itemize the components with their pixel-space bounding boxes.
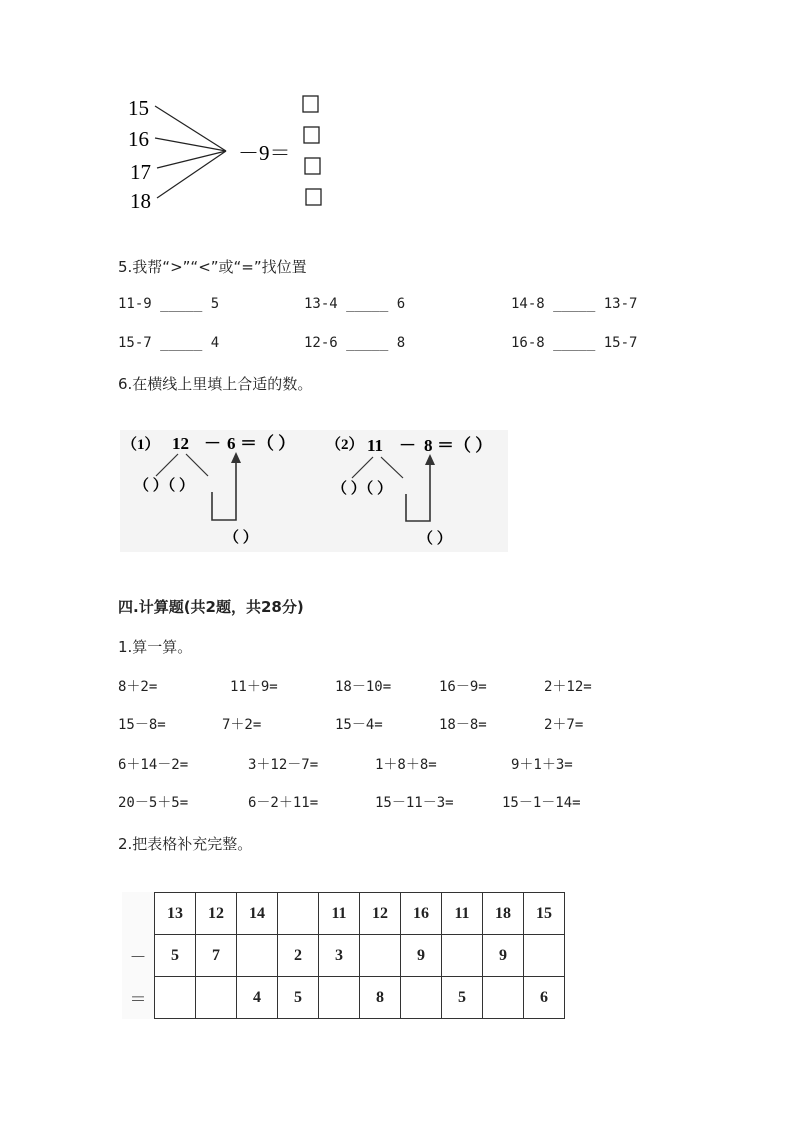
minus-nine-fan-diagram xyxy=(118,88,348,218)
part2-minuend: 11 xyxy=(367,436,384,455)
part2-minus: － xyxy=(399,436,416,455)
table-cell xyxy=(524,935,565,977)
table-cell xyxy=(360,935,401,977)
part2-label: （2） xyxy=(326,437,364,453)
table-cell: 5 xyxy=(155,935,196,977)
table-cell: 11 xyxy=(442,893,483,935)
row-operator: － xyxy=(129,948,147,967)
table-cell: 2 xyxy=(278,935,319,977)
calc-item: 15－11－3= xyxy=(375,795,454,811)
table-row xyxy=(122,893,565,935)
table-cell: 12 xyxy=(196,893,237,935)
calc-item: 18－8= xyxy=(439,717,487,733)
part2-equals: ＝（ ） xyxy=(437,436,493,455)
calc-item: 15－4= xyxy=(335,717,383,733)
part2-subtrahend: 8 xyxy=(424,436,433,455)
table-cell: 14 xyxy=(237,893,278,935)
part2-split-lines xyxy=(352,457,403,478)
calc-item: 16－9= xyxy=(439,679,487,695)
answer-boxes xyxy=(303,96,321,205)
compare-item: 15-7 _____ 4 xyxy=(118,335,220,351)
table-cell: 4 xyxy=(237,977,278,1019)
table-cell: 7 xyxy=(196,935,237,977)
section-4-heading: 四.计算题(共2题，共28分) xyxy=(118,598,304,616)
completion-table xyxy=(122,892,565,1019)
table-cell: 13 xyxy=(155,893,196,935)
table-cell: 11 xyxy=(319,893,360,935)
fan-number: 15 xyxy=(128,96,149,120)
table-cell: 5 xyxy=(442,977,483,1019)
calc-item: 6－2＋11= xyxy=(248,795,319,811)
table-cell xyxy=(278,893,319,935)
calc-item: 8＋2= xyxy=(118,679,158,695)
part2-parts: （ ）（ ） xyxy=(332,481,393,497)
table-cell xyxy=(319,977,360,1019)
calc-item: 6＋14－2= xyxy=(118,757,189,773)
fan-number: 16 xyxy=(128,127,149,151)
calc-item: 20－5＋5= xyxy=(118,795,189,811)
calc-item: 7＋2= xyxy=(222,717,262,733)
compare-item: 14-8 _____ 13-7 xyxy=(511,296,638,312)
table-cell xyxy=(483,977,524,1019)
table-cell: 15 xyxy=(524,893,565,935)
question-6-title: 6.在横线上里填上合适的数。 xyxy=(118,375,313,393)
table-row xyxy=(122,935,565,977)
calc-item: 9＋1＋3= xyxy=(511,757,573,773)
part1-minuend: 12 xyxy=(172,434,189,453)
part1-label: （1） xyxy=(122,437,160,453)
calc-item: 1＋8＋8= xyxy=(375,757,437,773)
fan-lines xyxy=(155,106,226,198)
row-operator: ＝ xyxy=(129,990,147,1009)
calc-question-1-title: 1.算一算。 xyxy=(118,638,193,656)
table-cell: 16 xyxy=(401,893,442,935)
part1-subtrahend: 6 xyxy=(227,434,236,453)
table-cell: 3 xyxy=(319,935,360,977)
calc-item: 15－8= xyxy=(118,717,166,733)
calc-question-2-title: 2.把表格补充完整。 xyxy=(118,835,253,853)
compare-item: 13-4 _____ 6 xyxy=(304,296,406,312)
calc-item: 2＋12= xyxy=(544,679,592,695)
table-row xyxy=(122,977,565,1019)
fan-number: 17 xyxy=(130,160,151,184)
row-operator xyxy=(122,893,155,935)
part1-bottom: （ ） xyxy=(224,530,258,546)
calc-item: 2＋7= xyxy=(544,717,584,733)
calc-item: 11＋9= xyxy=(230,679,278,695)
minus-nine-equals: －9＝ xyxy=(238,141,291,165)
part1-equals: ＝（ ） xyxy=(240,434,296,453)
calc-item: 18－10= xyxy=(335,679,392,695)
table-cell xyxy=(155,977,196,1019)
part1-bracket xyxy=(212,458,236,520)
part2-bottom: （ ） xyxy=(418,531,452,547)
table-cell xyxy=(196,977,237,1019)
question-5-title: 5.我帮“>”“<”或“=”找位置 xyxy=(118,258,307,276)
fan-number: 18 xyxy=(130,189,151,213)
part2-bracket xyxy=(406,460,430,521)
part1-arrow-icon xyxy=(231,452,241,463)
compare-item: 12-6 _____ 8 xyxy=(304,335,406,351)
calc-item: 15－1－14= xyxy=(502,795,581,811)
part1-minus: － xyxy=(204,434,221,453)
table-cell: 12 xyxy=(360,893,401,935)
part1-split-lines xyxy=(156,454,208,476)
part2-arrow-icon xyxy=(425,454,435,465)
table-cell: 18 xyxy=(483,893,524,935)
table-cell: 6 xyxy=(524,977,565,1019)
table-cell: 5 xyxy=(278,977,319,1019)
part1-parts: （ ）（ ） xyxy=(134,478,195,494)
table-cell: 9 xyxy=(401,935,442,977)
table-cell xyxy=(442,935,483,977)
table-cell: 9 xyxy=(483,935,524,977)
calc-item: 3＋12－7= xyxy=(248,757,319,773)
decompose-subtraction-figure xyxy=(120,430,508,552)
table-cell xyxy=(237,935,278,977)
table-cell: 8 xyxy=(360,977,401,1019)
compare-item: 16-8 _____ 15-7 xyxy=(511,335,638,351)
compare-item: 11-9 _____ 5 xyxy=(118,296,220,312)
table-cell xyxy=(401,977,442,1019)
